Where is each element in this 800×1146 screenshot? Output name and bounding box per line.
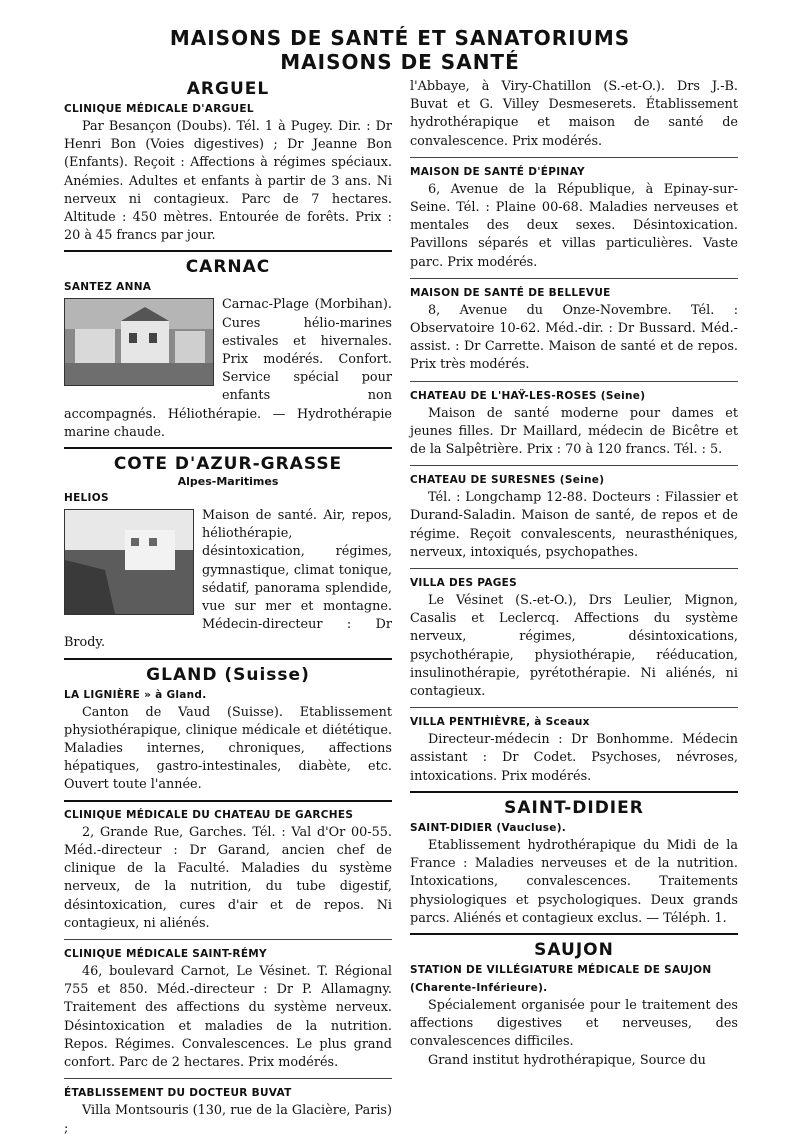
establishment-name: ÉTABLISSEMENT DU DOCTEUR BUVAT [64,1087,292,1100]
establishment-name: VILLA PENTHIÈVRE, à Sceaux [410,716,590,729]
divider [64,250,392,252]
section-epinay [410,163,738,272]
divider [64,658,392,660]
section-buvat [64,1084,392,1138]
section-arguel [64,78,392,245]
establishment-text: Etablissement hydrothérapique du Midi de la France : Maladies nerveuses et de la nutrition. Intoxications, convalescences. Traitements physiologiques et psychologiques. Deux grands parcs. Aliénés et contagieux exclus. — Téléph. 1. [410,837,738,926]
section-heading: SAUJON [534,939,614,960]
establishment-name: STATION DE VILLÉGIATURE MÉDICALE DE SAUJON (Charente-Inférieure). [410,963,712,994]
section-heading: CARNAC [185,257,271,278]
section-garches [64,806,392,933]
establishment-text: Tél. : Longchamp 12-88. Docteurs : Filassier et Durand-Saladin. Maison de santé, de repos et de régime. Reçoit convalescents, neurasthéniques, nerveux, intoxiqués, psychopathes. [410,490,738,560]
establishment-name: CLINIQUE MÉDICALE DU CHATEAU DE GARCHES [64,808,354,821]
establishment-text: Spécialement organisée pour le traitement des affections digestives et nerveuses, des convalescences difficiles. [410,997,738,1050]
establishment-name: CLINIQUE MÉDICALE D'ARGUEL [64,103,254,115]
establishment-name: LA LIGNIÈRE » à Gland. [64,688,207,701]
establishment-name: HELIOS [64,492,109,505]
divider [410,381,738,382]
section-heading: GLAND (Suisse) [146,664,310,685]
photo-santez-anna [64,298,214,386]
section-saujon [410,939,738,1070]
section-saint-didier [410,797,738,928]
divider [64,939,392,940]
establishment-text: 6, Avenue de la République, à Epinay-sur-Seine. Tél. : Plaine 00-68. Maladies nerveuses et mentales des deux sexes. Désintoxication. Pavillons séparés et villas particulières. Vaste parc. Prix modérés. [410,181,738,270]
establishment-name: CHATEAU DE L'HAŸ-LES-ROSES (Seine) [410,389,646,402]
establishment-name: SANTEZ ANNA [64,281,152,294]
divider [410,791,738,793]
establishment-name: SAINT-DIDIER (Vaucluse). [410,821,567,834]
section-suresnes [410,471,738,562]
establishment-text: Maison de santé moderne pour dames et jeunes filles. Dr Maillard, médecin de Bicêtre et de la Salpêtrière. Prix : 70 à 120 francs. Tél. : 5. [410,405,738,458]
divider [64,800,392,802]
establishment-name: CHATEAU DE SURESNES (Seine) [410,474,605,487]
establishment-text: Carnac-Plage (Morbihan). Cures hélio-marines estivales et hivernales. Prix modérés. Confort. Service spécial pour enfants non accompagnés. Héliothérapie. — Hydrothérapie marine chaude. [64,297,392,440]
establishment-name: VILLA DES PAGES [410,577,518,590]
establishment-text: Le Vésinet (S.-et-O.), Drs Leulier, Mignon, Casalis et Leclercq. Affections du système nerveux, régimes, désintoxications, psychothérapie, physiothérapie, rééducation, insulinothérapie, pyrétothérapie. Ni aliénés, ni contagieux. [410,593,738,700]
establishment-text: 46, boulevard Carnot, Le Vésinet. T. Régional 755 et 850. Méd.-directeur : Dr P. Allamagny. Traitement des affections du système nerveux. Désintoxication et maladies de la nutrition. Repos. Régimes. Convalescences. Le plus grand confort. Parc de 2 hectares. Prix modérés. [64,963,392,1070]
divider [410,568,738,569]
right-column [410,78,738,1070]
establishment-text: Canton de Vaud (Suisse). Etablissement physiothérapique, clinique médicale et diététique. Maladies internes, chroniques, affections hépatiques, gastro-intestinales, diabète, etc. Ouvert toute l'année. [64,704,392,793]
photo-helios [64,509,194,615]
section-heading: ARGUEL [186,79,270,99]
section-villa-des-pages [410,574,738,701]
divider [410,707,738,708]
divider [64,447,392,449]
continued-text: l'Abbaye, à Viry-Chatillon (S.-et-O.). Drs J.-B. Buvat et G. Villey Desmeserets. Établissement hydrothérapique et maison de santé de convalescence. Prix modérés. [410,79,738,149]
establishment-name: MAISON DE SANTÉ DE BELLEVUE [410,286,611,299]
establishment-name: CLINIQUE MÉDICALE SAINT-RÉMY [64,947,267,960]
divider [410,278,738,279]
establishment-text: 8, Avenue du Onze-Novembre. Tél. : Observatoire 10-62. Méd.-dir. : Dr Bussard. Méd.-assist. : Dr Carrette. Maison de santé et de repos. Prix très modérés. [410,302,738,373]
establishment-text: Maison de santé. Air, repos, héliothérapie, désintoxication, régimes, gymnastique, climat tonique, sédatif, panorama splendide, vue sur mer et montagne. Médecin-directeur : Dr Brody. [64,508,392,651]
establishment-text: Directeur-médecin : Dr Bonhomme. Médecin assistant : Dr Codet. Psychoses, névroses, intoxications. Prix modérés. [410,732,738,784]
section-cote-azur [64,453,392,653]
establishment-text: Par Besançon (Doubs). Tél. 1 à Pugey. Dir. : Dr Henri Bon (Voies digestives) ; Dr Jeanne Bon (Enfants). Reçoit : Affections à régimes spéciaux. Anémies. Adultes et enfants à partir de 3 ans. Ni nerveux ni contagieux. Parc de 7 hectares. Altitude : 450 mètres. Entourée de forêts. Prix : 20 à 45 francs par jour. [64,119,392,244]
divider [410,465,738,466]
section-gland [64,664,392,795]
page-subtitle: MAISONS DE SANTÉ [280,50,520,74]
establishment-text-continued: Grand institut hydrothérapique, Source du [428,1052,706,1068]
divider [410,933,738,935]
left-column [64,78,392,1139]
section-saint-remy [64,945,392,1072]
page-title: MAISONS DE SANTÉ ET SANATORIUMS [169,26,631,50]
section-heading: SAINT-DIDIER [504,797,644,818]
section-hay-les-roses [410,387,738,460]
section-heading: COTE D'AZUR-GRASSE [113,454,343,475]
section-carnac [64,256,392,442]
establishment-name: MAISON DE SANTÉ D'ÉPINAY [410,165,585,178]
divider [410,157,738,158]
divider [64,1078,392,1079]
section-villa-penthievre [410,713,738,786]
section-bellevue [410,284,738,375]
region-label: Alpes-Maritimes [177,475,279,489]
establishment-text: Villa Montsouris (130, rue de la Glacière, Paris) ; [64,1103,392,1137]
establishment-text: 2, Grande Rue, Garches. Tél. : Val d'Or 00-55. Méd.-directeur : Dr Garand, ancien chef de clinique de la Faculté. Maladies du système nerveux, de la nutrition, du tube digestif, désintoxication, cures d'air et de repos. Ni contagieux, ni aliénés. [64,824,392,931]
